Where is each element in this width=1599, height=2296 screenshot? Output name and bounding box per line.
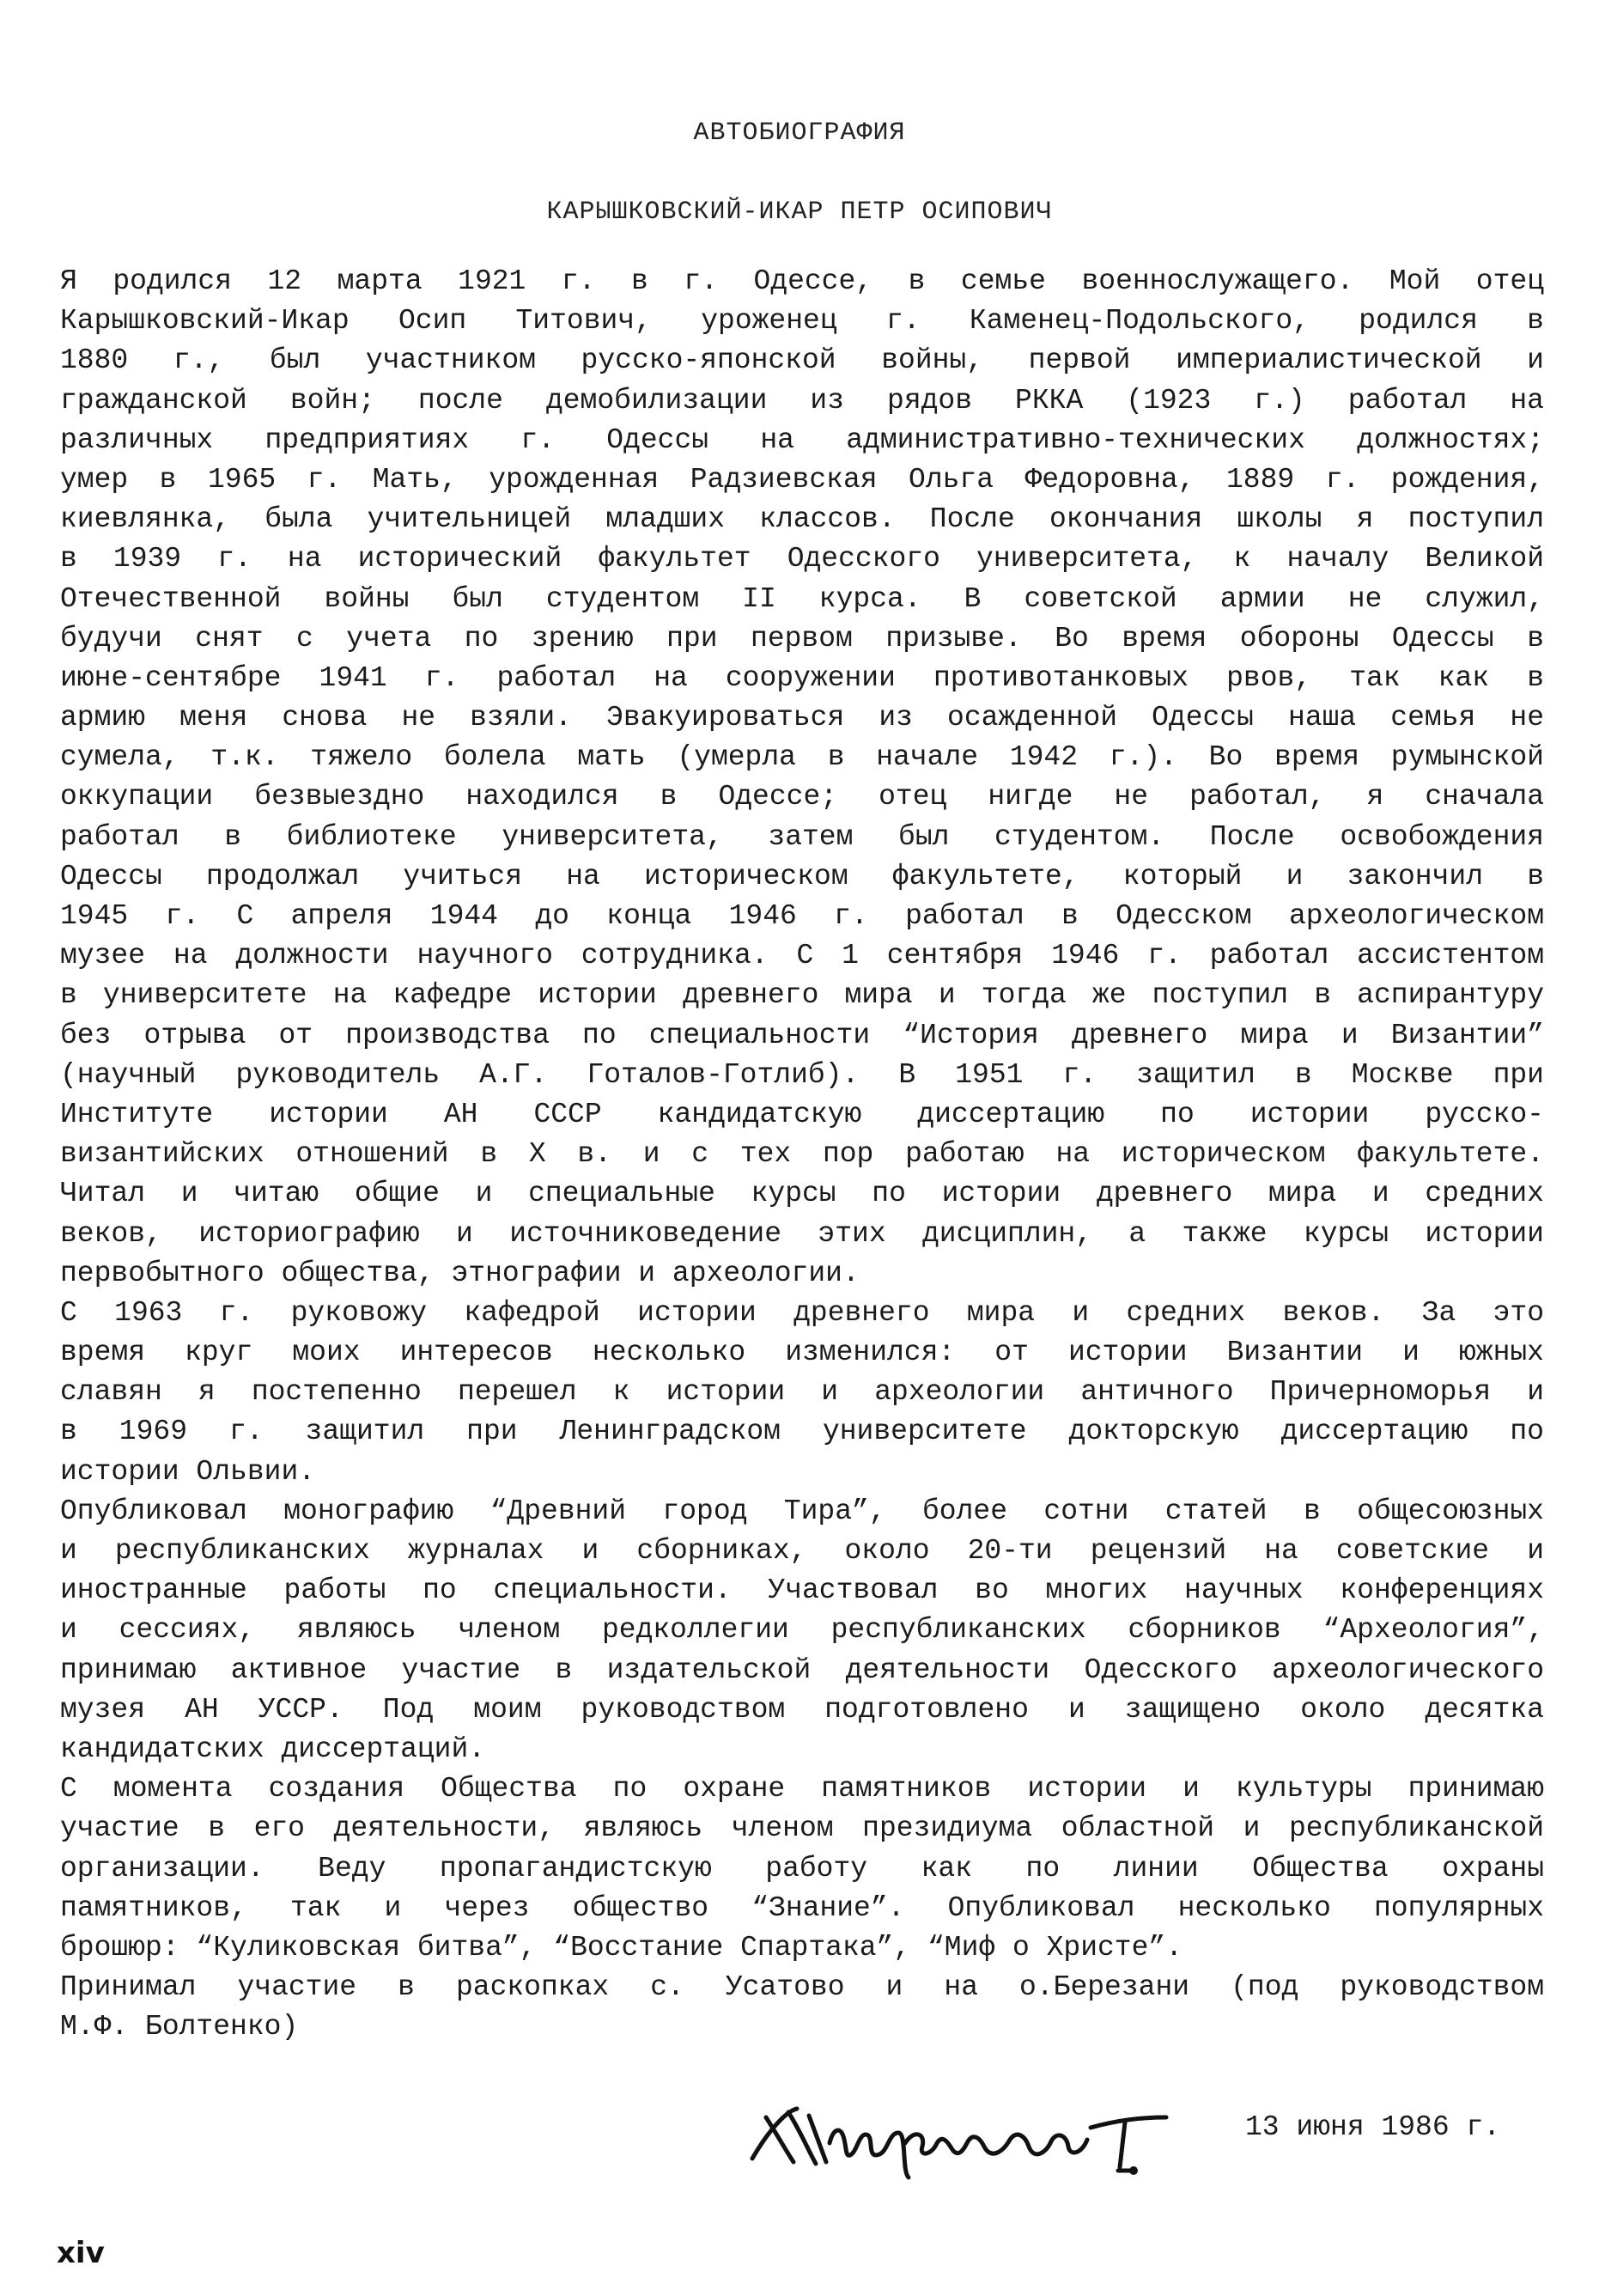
body-line: музее на должности научного сотрудника. С 1 сентября 1946 г. работал ассистентом xyxy=(60,940,1544,972)
body-line: июне-сентябре 1941 г. работал на сооружении противотанковых рвов, так как в xyxy=(60,661,1544,694)
body-line: будучи снят с учета по зрению при первом призыве. Во время обороны Одессы в xyxy=(60,622,1544,655)
body-line: в университете на кафедре истории древнего мира и тогда же поступил в аспирантуру xyxy=(60,979,1544,1012)
body-line: киевлянка, была учительницей младших классов. После окончания школы я поступил xyxy=(60,503,1544,536)
body-line: в 1969 г. защитил при Ленинградском университете докторскую диссертацию по xyxy=(60,1416,1544,1448)
body-line: славян я постепенно перешел к истории и археологии античного Причерноморья и xyxy=(60,1376,1544,1409)
body-line: истории Ольвии. xyxy=(60,1455,316,1488)
body-line: различных предприятиях г. Одессы на административно-технических должностях; xyxy=(60,423,1544,456)
body-line: веков, историографию и источниковедение этих дисциплин, а также курсы истории xyxy=(60,1217,1544,1250)
author-name: КАРЫШКОВСКИЙ-ИКАР ПЕТР ОСИПОВИЧ xyxy=(546,198,1053,227)
body-line: и республиканских журналах и сборниках, около 20-ти рецензий на советские и xyxy=(60,1535,1544,1567)
body-line: иностранные работы по специальности. Участвовал во многих научных конференциях xyxy=(60,1574,1544,1607)
body-line: брошюр: “Куликовская битва”, “Восстание Спартака”, “Миф о Христе”. xyxy=(60,1931,1183,1964)
body-line: в 1939 г. на исторический факультет Одесского университета, к началу Великой xyxy=(60,543,1544,576)
body-line: первобытного общества, этнографии и археологии. xyxy=(60,1257,860,1289)
body-line: умер в 1965 г. Мать, урожденная Радзиевская Ольга Федоровна, 1889 г. рождения, xyxy=(60,463,1544,496)
body-line: Я родился 12 марта 1921 г. в г. Одессе, в семье военнослужащего. Мой отец xyxy=(60,265,1544,297)
body-line: Опубликовал монографию “Древний город Тира”, более сотни статей в общесоюзных xyxy=(60,1495,1544,1527)
body-line: работал в библиотеке университета, затем был студентом. После освобождения xyxy=(60,820,1544,853)
page-number: xiv xyxy=(57,2236,105,2270)
body-line: памятников, так и через общество “Знание”. Опубликовал несколько популярных xyxy=(60,1891,1544,1924)
body-line: М.Ф. Болтенко) xyxy=(60,2011,299,2043)
body-line: оккупации безвыездно находился в Одессе; отец нигде не работал, я сначала xyxy=(60,781,1544,813)
body-line: Институте истории АН СССР кандидатскую диссертацию по истории русско- xyxy=(60,1098,1544,1130)
body-line: принимаю активное участие в издательской деятельности Одесского археологического xyxy=(60,1653,1544,1686)
body-line: гражданской войн; после демобилизации из рядов РККА (1923 г.) работал на xyxy=(60,384,1544,417)
body-line: С 1963 г. руковожу кафедрой истории древнего мира и средних веков. За это xyxy=(60,1296,1544,1329)
body-line: С момента создания Общества по охране памятников истории и культуры принимаю xyxy=(60,1773,1544,1806)
body-line: и сессиях, являюсь членом редколлегии республиканских сборников “Археология”, xyxy=(60,1614,1544,1647)
body-line: 1880 г., был участником русско-японской войны, первой империалистической и xyxy=(60,344,1544,377)
body-line: участие в его деятельности, являюсь членом президиума областной и республиканской xyxy=(60,1812,1544,1845)
body-line: без отрыва от производства по специальности “История древнего мира и Византии” xyxy=(60,1019,1544,1051)
biography-body xyxy=(60,262,1544,2047)
body-line: 1945 г. С апреля 1944 до конца 1946 г. работал в Одесском археологическом xyxy=(60,900,1544,932)
body-line: Читал и читаю общие и специальные курсы по истории древнего мира и средних xyxy=(60,1178,1544,1210)
body-line: организации. Веду пропагандистскую работу как по линии Общества охраны xyxy=(60,1852,1544,1885)
body-line: музея АН УССР. Под моим руководством подготовлено и защищено около десятка xyxy=(60,1693,1544,1726)
body-line: кандидатских диссертаций. xyxy=(60,1733,486,1765)
body-line: Принимал участие в раскопках с. Усатово и на о.Березани (под руководством xyxy=(60,1971,1544,2004)
body-line: армию меня снова не взяли. Эвакуироваться из осажденной Одессы наша семья не xyxy=(60,702,1544,734)
signature-date: 13 июня 1986 г. xyxy=(1245,2111,1501,2143)
document-title: АВТОБИОГРАФИЯ xyxy=(693,119,906,148)
body-line: сумела, т.к. тяжело болела мать (умерла в начале 1942 г.). Во время румынской xyxy=(60,741,1544,774)
body-line: (научный руководитель А.Г. Готалов-Готлиб). В 1951 г. защитил в Москве при xyxy=(60,1058,1544,1091)
body-line: Отечественной войны был студентом II курса. В советской армии не служил, xyxy=(60,582,1544,615)
body-line: византийских отношений в X в. и с тех пор работаю на историческом факультете. xyxy=(60,1138,1544,1171)
handwritten-signature xyxy=(737,2092,1183,2186)
body-line: Одессы продолжал учиться на историческом факультете, который и закончил в xyxy=(60,860,1544,892)
body-line: Карышковский-Икар Осип Титович, уроженец г. Каменец-Подольского, родился в xyxy=(60,305,1544,338)
body-line: время круг моих интересов несколько изменился: от истории Византии и южных xyxy=(60,1337,1544,1369)
